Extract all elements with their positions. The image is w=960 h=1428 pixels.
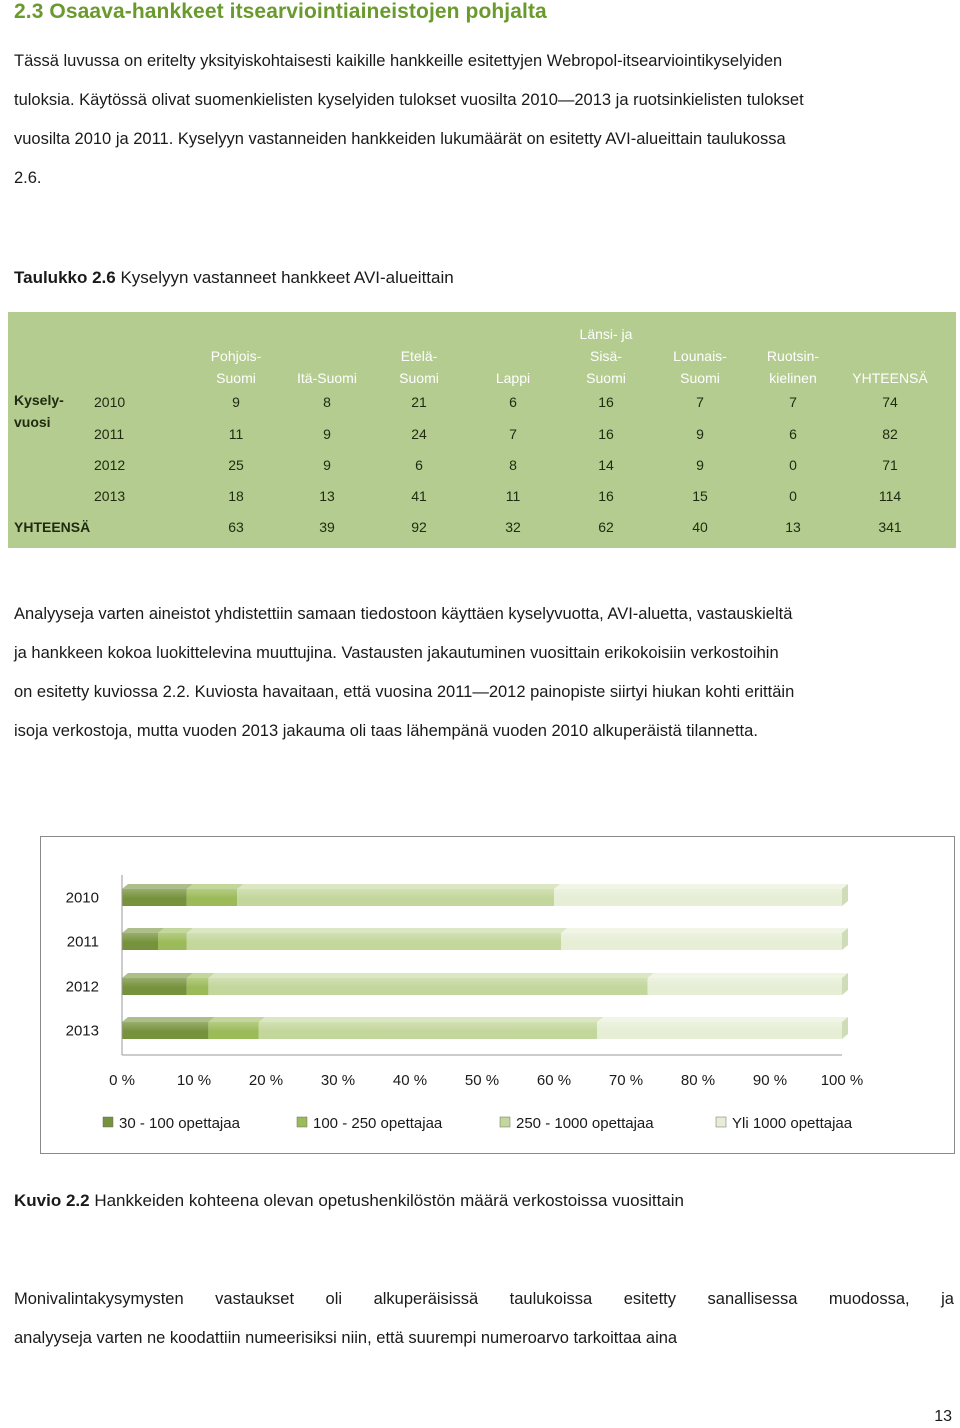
x-tick-label: 70 %	[608, 1072, 644, 1089]
text-line: Monivalintakysymysten vastaukset oli alkuperäisissä taulukoissa esitetty sanallisessa muodossa, ja	[14, 1290, 954, 1308]
bar-top-face	[561, 928, 848, 933]
year-cell: 2013	[94, 488, 126, 504]
bar-top-face	[122, 973, 193, 978]
results-table	[8, 312, 956, 548]
column-header: Länsi- ja	[579, 326, 633, 342]
legend-label: 30 - 100 opettajaa	[119, 1115, 240, 1132]
bar-top-face	[122, 928, 164, 933]
bar-top-face	[187, 884, 243, 889]
analysis-paragraph	[14, 595, 954, 751]
bar-segment	[648, 978, 842, 995]
table-cell: 114	[878, 488, 902, 504]
table-cell: 9	[696, 457, 704, 473]
table-cell: 14	[598, 457, 614, 473]
chart-svg	[41, 837, 956, 1155]
bar-segment	[122, 1022, 208, 1039]
table-caption	[14, 268, 454, 288]
table-caption-label: Taulukko 2.6	[14, 268, 116, 287]
table-cell: 16	[598, 488, 614, 504]
legend-label: 100 - 250 opettajaa	[313, 1115, 443, 1132]
bar-segment	[597, 1022, 842, 1039]
text-line: analyyseja varten ne koodattiin numeerisiksi niin, että suurempi numeroarvo tarkoittaa aina	[14, 1329, 678, 1347]
figure-caption-label: Kuvio 2.2	[14, 1191, 90, 1210]
bar-segment	[122, 978, 187, 995]
table-cell: 7	[509, 426, 517, 442]
row-header-label: Kysely-	[14, 392, 64, 408]
column-header: Suomi	[399, 370, 439, 386]
legend-swatch	[500, 1117, 510, 1127]
table-cell: 9	[323, 426, 331, 442]
table-cell: 18	[228, 488, 244, 504]
column-header: Suomi	[216, 370, 256, 386]
total-cell: 32	[505, 519, 521, 535]
column-header: Suomi	[680, 370, 720, 386]
table-cell: 13	[319, 488, 335, 504]
year-cell: 2012	[94, 457, 126, 473]
legend-swatch	[297, 1117, 307, 1127]
table-cell: 25	[228, 457, 244, 473]
table-cell: 6	[789, 426, 797, 442]
figure-caption-text: Hankkeiden kohteena olevan opetushenkilöstön määrä verkostoissa vuosittain	[89, 1191, 685, 1210]
text-line: Tässä luvussa on eritelty yksityiskohtaisesti kaikille hankkeille esitettyjen Webropol-itsearviointikyselyiden	[14, 52, 783, 70]
bar-top-face	[237, 884, 560, 889]
column-header: YHTEENSÄ	[852, 370, 928, 386]
bar-segment	[208, 978, 647, 995]
table-cell: 11	[228, 426, 244, 442]
total-cell: 92	[411, 519, 427, 535]
bar-segment	[122, 933, 158, 950]
bar-segment	[208, 1022, 258, 1039]
x-tick-label: 40 %	[392, 1072, 428, 1089]
bar-top-face	[554, 884, 848, 889]
category-label: 2012	[65, 978, 99, 996]
table-cell: 41	[411, 488, 427, 504]
column-header: kielinen	[769, 370, 817, 386]
table-cell: 16	[598, 426, 614, 442]
category-label: 2010	[65, 889, 99, 907]
legend-swatch	[103, 1117, 113, 1127]
total-cell: 63	[228, 519, 244, 535]
bar-segment	[187, 933, 561, 950]
table-cell: 11	[505, 488, 521, 504]
total-cell: 62	[598, 519, 614, 535]
total-row-label: YHTEENSÄ	[14, 519, 91, 535]
column-header: Pohjois-	[210, 348, 262, 364]
column-header: Suomi	[586, 370, 626, 386]
intro-paragraph	[14, 42, 954, 198]
bar-segment	[237, 889, 554, 906]
table-cell: 21	[411, 394, 427, 410]
bar-segment	[158, 933, 187, 950]
table-cell: 7	[789, 394, 797, 410]
total-cell: 13	[785, 519, 801, 535]
table-cell: 0	[789, 488, 797, 504]
text-line: tuloksia. Käytössä olivat suomenkielisten kyselyiden tulokset vuosilta 2010—2013 ja ruotsinkielisten tulokset	[14, 91, 804, 109]
legend-label: 250 - 1000 opettajaa	[516, 1115, 654, 1132]
table-cell: 71	[882, 457, 898, 473]
column-header: Itä-Suomi	[297, 370, 357, 386]
table-caption-text: Kyselyyn vastanneet hankkeet AVI-alueittain	[115, 268, 454, 287]
total-cell: 40	[692, 519, 708, 535]
bar-top-face	[158, 928, 193, 933]
closing-paragraph	[14, 1280, 954, 1358]
total-cell: 39	[319, 519, 335, 535]
text-line: ja hankkeen kokoa luokittelevina muuttujina. Vastausten jakautuminen vuosittain erikokoisiin verkostoihin	[14, 644, 779, 662]
bar-segment	[122, 889, 187, 906]
bar-segment	[259, 1022, 597, 1039]
bar-segment	[554, 889, 842, 906]
year-cell: 2010	[94, 394, 126, 410]
bar-segment	[561, 933, 842, 950]
x-tick-label: 0 %	[109, 1072, 135, 1089]
bar-top-face	[208, 973, 653, 978]
text-line: vuosilta 2010 ja 2011. Kyselyyn vastanneiden hankkeiden lukumäärät on esitetty AVI-alueittain taulukossa	[14, 130, 786, 148]
x-tick-label: 50 %	[464, 1072, 500, 1089]
bar-segment	[187, 889, 237, 906]
column-header: Ruotsin-	[766, 348, 820, 364]
table-cell: 16	[598, 394, 614, 410]
column-header: Lappi	[495, 370, 531, 386]
x-tick-label: 10 %	[176, 1072, 212, 1089]
page-number: 13	[934, 1408, 952, 1425]
column-header: Etelä-	[400, 348, 438, 364]
table-cell: 24	[411, 426, 427, 442]
x-tick-label: 60 %	[536, 1072, 572, 1089]
x-tick-label: 20 %	[248, 1072, 284, 1089]
figure-caption	[14, 1191, 684, 1211]
table-cell: 15	[692, 488, 708, 504]
bar-top-face	[208, 1017, 264, 1022]
bar-top-face	[648, 973, 848, 978]
bar-top-face	[187, 928, 567, 933]
column-header: Sisä-	[590, 348, 622, 364]
table-cell: 7	[696, 394, 704, 410]
row-header-label: vuosi	[14, 414, 51, 430]
bar-top-face	[122, 1017, 214, 1022]
total-cell: 341	[878, 519, 902, 535]
text-line: Analyyseja varten aineistot yhdistettiin samaan tiedostoon käyttäen kyselyvuotta, AVI-aluetta, vastauskieltä	[14, 605, 793, 623]
column-header: Lounais-	[673, 348, 727, 364]
text-line: 2.6.	[14, 169, 42, 187]
category-label: 2011	[66, 933, 99, 951]
bar-top-face	[597, 1017, 848, 1022]
legend-label: Yli 1000 opettajaa	[732, 1115, 853, 1132]
table-cell: 6	[509, 394, 517, 410]
table-cell: 6	[415, 457, 423, 473]
table-cell: 9	[696, 426, 704, 442]
x-tick-label: 80 %	[680, 1072, 716, 1089]
table-cell: 9	[323, 457, 331, 473]
bar-top-face	[122, 884, 193, 889]
bar-segment	[187, 978, 209, 995]
section-heading: 2.3 Osaava-hankkeet itsearviointiaineistojen pohjalta	[14, 0, 547, 23]
table-cell: 0	[789, 457, 797, 473]
year-cell: 2011	[94, 426, 125, 442]
table-cell: 74	[882, 394, 898, 410]
table-cell: 82	[882, 426, 898, 442]
text-line: isoja verkostoja, mutta vuoden 2013 jakauma oli taas lähempänä vuoden 2010 alkuperäistä tilannetta.	[14, 722, 758, 740]
table-cell: 9	[232, 394, 240, 410]
text-line: on esitetty kuviossa 2.2. Kuviosta havaitaan, että vuosina 2011—2012 painopiste siirtyi hiukan kohti erittäin	[14, 683, 795, 701]
category-label: 2013	[65, 1022, 99, 1040]
x-tick-label: 30 %	[320, 1072, 356, 1089]
legend-swatch	[716, 1117, 726, 1127]
table-cell: 8	[509, 457, 517, 473]
table-cell: 8	[323, 394, 331, 410]
x-tick-label: 100 %	[820, 1072, 864, 1089]
x-tick-label: 90 %	[752, 1072, 788, 1089]
stacked-bar-chart	[40, 836, 955, 1154]
bar-top-face	[259, 1017, 603, 1022]
